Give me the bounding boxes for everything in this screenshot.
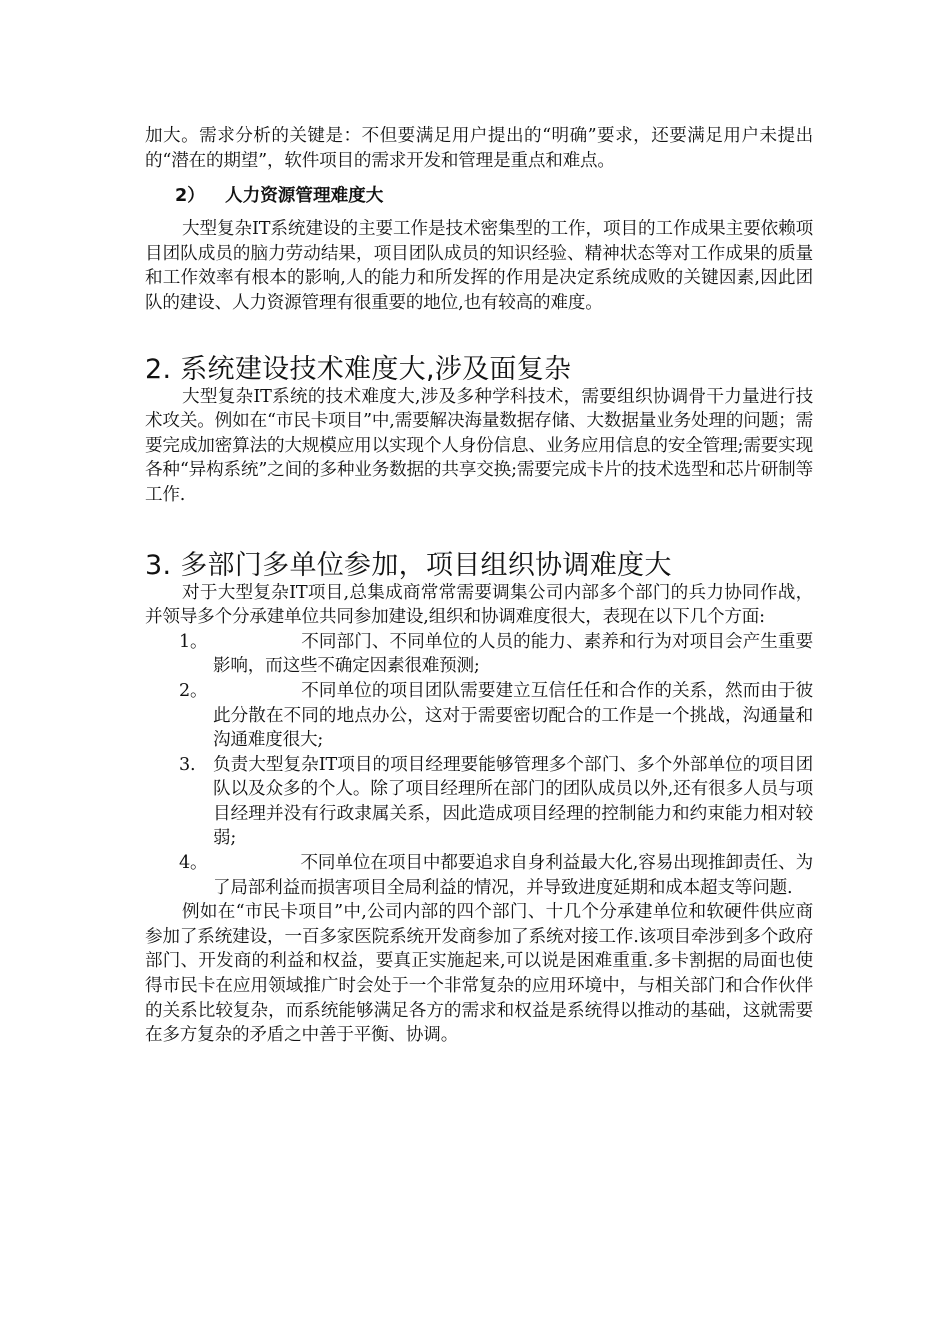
list-item-text: 不同单位的项目团队需要建立互信任任和合作的关系，然而由于彼此分散在不同的地点办公，这对于需要密切配合的工作是一个挑战，沟通量和沟通难度很大; xyxy=(213,680,813,751)
list-marker: 2。 xyxy=(179,680,208,701)
list-marker: 3. xyxy=(179,754,196,775)
list-item-text: 不同部门、不同单位的人员的能力、素养和行为对项目会产生重要影响，而这些不确定因素很难预测; xyxy=(213,631,813,677)
subsection-heading xyxy=(175,184,813,208)
subsection-title: 人力资源管理难度大 xyxy=(225,186,384,207)
list-item xyxy=(145,753,813,851)
list-item xyxy=(145,851,813,900)
section3-closing: 例如在“市民卡项目”中,公司内部的四个部门、十几个分承建单位和软硬件供应商参加了系统建设，一百多家医院系统开发商参加了系统对接工作.该项目牵涉到多个政府部门、开发商的利益和权益，要真正实施起来,可以说是困难重重.多卡割据的局面也使得市民卡在应用领域推广时会处于一个非常复杂的应用环境中，与相关部门和合作伙伴的关系比较复杂，而系统能够满足各方的需求和权益是系统得以推动的基础，这就需要在多方复杂的矛盾之中善于平衡、协调。 xyxy=(145,902,813,1046)
section2-body: 大型复杂IT系统的技术难度大,涉及多种学科技术，需要组织协调骨干力量进行技术攻关。例如在“市民卡项目”中,需要解决海量数据存储、大数据量业务处理的问题；需要完成加密算法的大规模应用以实现个人身份信息、业务应用信息的安全管理;需要实现各种“异构系统”之间的多种业务数据的共享交换;需要完成卡片的技术选型和芯片研制等工作. xyxy=(145,386,813,505)
subsection-body: 大型复杂IT系统建设的主要工作是技术密集型的工作，项目的工作成果主要依赖项目团队成员的脑力劳动结果，项目团队成员的知识经验、精神状态等对工作成果的质量和工作效率有根本的影响,人的能力和所发挥的作用是决定系统成败的关键因素,因此团队的建设、人力资源管理有很重要的地位,也有较高的难度。 xyxy=(145,219,813,313)
list-marker: 4。 xyxy=(179,853,208,874)
list-item-text: 负责大型复杂IT项目的项目经理要能够管理多个部门、多个外部单位的项目团队以及众多的个人。除了项目经理所在部门的团队成员以外,还有很多人员与项目经理并没有行政隶属关系，因此造成项目经理的控制能力和约束能力相对较弱; xyxy=(213,754,813,849)
list-marker: 1。 xyxy=(179,631,208,652)
difficulty-list xyxy=(145,630,813,901)
list-item xyxy=(145,679,813,753)
intro-paragraph: 加大。需求分析的关键是：不但要满足用户提出的“明确”要求，还要满足用户未提出的“潜在的期望”，软件项目的需求开发和管理是重点和难点。 xyxy=(145,126,813,171)
list-item xyxy=(145,630,813,679)
list-item-text: 不同单位在项目中都要追求自身利益最大化,容易出现推卸责任、为了局部利益而损害项目全局利益的情况，并导致进度延期和成本超支等问题. xyxy=(213,853,813,898)
section-heading-3: 3. 多部门多单位参加，项目组织协调难度大 xyxy=(145,549,672,581)
section-heading-2: 2. 系统建设技术难度大,涉及面复杂 xyxy=(145,353,572,385)
document-page xyxy=(145,124,813,1048)
section3-intro: 对于大型复杂IT项目,总集成商常常需要调集公司内部多个部门的兵力协同作战，并领导多个分承建单位共同参加建设,组织和协调难度很大，表现在以下几个方面: xyxy=(145,582,813,628)
subsection-number: 2） xyxy=(175,186,205,207)
